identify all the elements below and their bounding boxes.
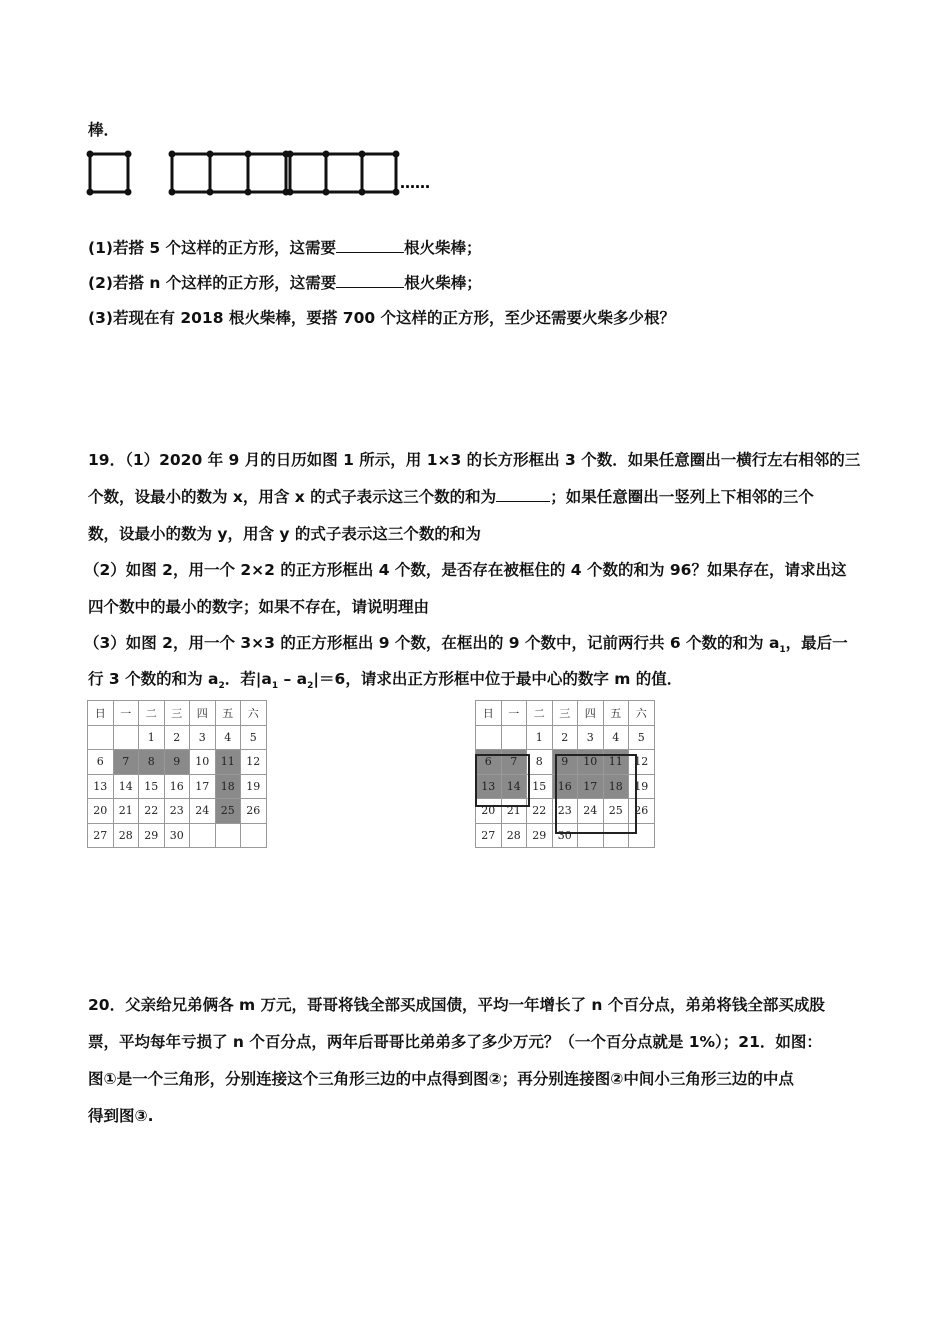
- date-cell: 8: [139, 750, 165, 775]
- frame-3x3: [555, 754, 637, 834]
- matchstick-square-group-4: [290, 154, 396, 192]
- answer-blank[interactable]: [336, 273, 404, 288]
- date-cell: [215, 823, 241, 848]
- date-cell: 29: [139, 823, 165, 848]
- date-cell: 9: [552, 750, 578, 775]
- date-cell: 21: [113, 799, 139, 824]
- date-cell: 30: [552, 823, 578, 848]
- date-cell: 14: [113, 774, 139, 799]
- date-cell: 1: [139, 725, 165, 750]
- weekday-header: 三: [164, 701, 190, 726]
- frame-2x2: [475, 754, 530, 807]
- weekday-header: 三: [552, 701, 578, 726]
- date-cell: 20: [476, 799, 502, 824]
- date-cell: 26: [241, 799, 267, 824]
- q19-line1: 19．（1）2020 年 9 月的日历如图 1 所示，用 1×3 的长方形框出 3 个数．如果任意圈出一横行左右相邻的三: [88, 451, 861, 469]
- weekday-header: 日: [88, 701, 114, 726]
- date-cell: 7: [501, 750, 527, 775]
- q19-line4: （2）如图 2，用一个 2×2 的正方形框出 4 个数，是否存在被框住的 4 个数的和为 96？如果存在，请求出这: [84, 561, 847, 579]
- date-cell: 15: [527, 774, 553, 799]
- date-cell: 21: [501, 799, 527, 824]
- answer-blank[interactable]: [496, 487, 550, 502]
- matchstick-figure: [84, 146, 434, 202]
- date-cell: 26: [629, 799, 655, 824]
- date-cell: 17: [190, 774, 216, 799]
- date-cell: 24: [578, 799, 604, 824]
- date-cell: 20: [88, 799, 114, 824]
- date-cell: [88, 725, 114, 750]
- weekday-header: 一: [113, 701, 139, 726]
- date-cell: [501, 725, 527, 750]
- date-cell: 30: [164, 823, 190, 848]
- date-cell: 10: [578, 750, 604, 775]
- matchstick-square-group-1: [90, 154, 128, 192]
- date-cell: 9: [164, 750, 190, 775]
- date-cell: 2: [164, 725, 190, 750]
- date-cell: 4: [603, 725, 629, 750]
- weekday-header: 二: [527, 701, 553, 726]
- date-cell: 25: [215, 799, 241, 824]
- q18-part3: (3)若现在有 2018 根火柴棒，要搭 700 个这样的正方形，至少还需要火柴多少根？: [88, 309, 676, 327]
- date-cell: 28: [501, 823, 527, 848]
- date-cell: 1: [527, 725, 553, 750]
- date-cell: 28: [113, 823, 139, 848]
- q20-line2: 票，平均每年亏损了 n 个百分点，两年后哥哥比弟弟多了多少万元？（一个百分点就是 1%）；21．如图：: [88, 1033, 822, 1051]
- date-cell: 3: [578, 725, 604, 750]
- date-cell: 5: [241, 725, 267, 750]
- date-cell: [113, 725, 139, 750]
- weekday-header: 五: [603, 701, 629, 726]
- weekday-header: 二: [139, 701, 165, 726]
- q20-line1: 20．父亲给兄弟俩各 m 万元，哥哥将钱全部买成国债，平均一年增长了 n 个百分点，弟弟将钱全部买成股: [88, 996, 825, 1014]
- date-cell: 15: [139, 774, 165, 799]
- date-cell: 19: [241, 774, 267, 799]
- q18-part1: (1)若搭 5 个这样的正方形，这需要 根火柴棒；: [88, 239, 482, 257]
- date-cell: 23: [552, 799, 578, 824]
- date-cell: [241, 823, 267, 848]
- q19-line7: 行 3 个数的和为 $a_2$．若$|a_1 - a_2|=6$，请求出正方形框中位于最中心的数字 m 的值．: [88, 670, 683, 692]
- q19-line2: 个数，设最小的数为 x，用含 x 的式子表示这三个数的和为 ；如果任意圈出一竖列上下相邻的三个: [88, 488, 814, 506]
- date-cell: 29: [527, 823, 553, 848]
- date-cell: 2: [552, 725, 578, 750]
- date-cell: 27: [88, 823, 114, 848]
- matchstick-square-group-3: [172, 154, 286, 192]
- weekday-header: 四: [190, 701, 216, 726]
- calendar-figure-1: [87, 700, 267, 848]
- date-cell: 6: [88, 750, 114, 775]
- date-cell: 27: [476, 823, 502, 848]
- date-cell: 19: [629, 774, 655, 799]
- date-cell: 3: [190, 725, 216, 750]
- date-cell: 22: [139, 799, 165, 824]
- weekday-header: 一: [501, 701, 527, 726]
- answer-blank[interactable]: [336, 238, 404, 253]
- date-cell: [190, 823, 216, 848]
- date-cell: 18: [215, 774, 241, 799]
- date-cell: 8: [527, 750, 553, 775]
- date-cell: 5: [629, 725, 655, 750]
- date-cell: 23: [164, 799, 190, 824]
- date-cell: 7: [113, 750, 139, 775]
- date-cell: 18: [603, 774, 629, 799]
- date-cell: 11: [603, 750, 629, 775]
- q19-line3: 数，设最小的数为 y，用含 y 的式子表示这三个数的和为: [88, 525, 481, 543]
- date-cell: 13: [476, 774, 502, 799]
- date-cell: 25: [603, 799, 629, 824]
- date-cell: 17: [578, 774, 604, 799]
- date-cell: 14: [501, 774, 527, 799]
- ellipsis: ……: [400, 174, 430, 192]
- date-cell: 12: [241, 750, 267, 775]
- weekday-header: 日: [476, 701, 502, 726]
- date-cell: 16: [164, 774, 190, 799]
- date-cell: 24: [190, 799, 216, 824]
- q20-line3: 图①是一个三角形，分别连接这个三角形三边的中点得到图②；再分别连接图②中间小三角形三边的中点: [88, 1070, 794, 1088]
- weekday-header: 四: [578, 701, 604, 726]
- q18-part2: (2)若搭 n 个这样的正方形，这需要 根火柴棒；: [88, 274, 482, 292]
- date-cell: 6: [476, 750, 502, 775]
- date-cell: 16: [552, 774, 578, 799]
- q20-line4: 得到图③.: [88, 1107, 154, 1125]
- text-fragment: 棒．: [88, 121, 120, 139]
- weekday-header: 五: [215, 701, 241, 726]
- date-cell: [476, 725, 502, 750]
- date-cell: 4: [215, 725, 241, 750]
- date-cell: 11: [215, 750, 241, 775]
- weekday-header: 六: [629, 701, 655, 726]
- weekday-header: 六: [241, 701, 267, 726]
- date-cell: 10: [190, 750, 216, 775]
- date-cell: 12: [629, 750, 655, 775]
- date-cell: 13: [88, 774, 114, 799]
- date-cell: 22: [527, 799, 553, 824]
- q19-line6: （3）如图 2，用一个 3×3 的正方形框出 9 个数，在框出的 9 个数中，记前两行共 6 个数的和为 $a_1$，最后一: [84, 634, 848, 656]
- q19-line5: 四个数中的最小的数字；如果不存在，请说明理由: [88, 598, 430, 616]
